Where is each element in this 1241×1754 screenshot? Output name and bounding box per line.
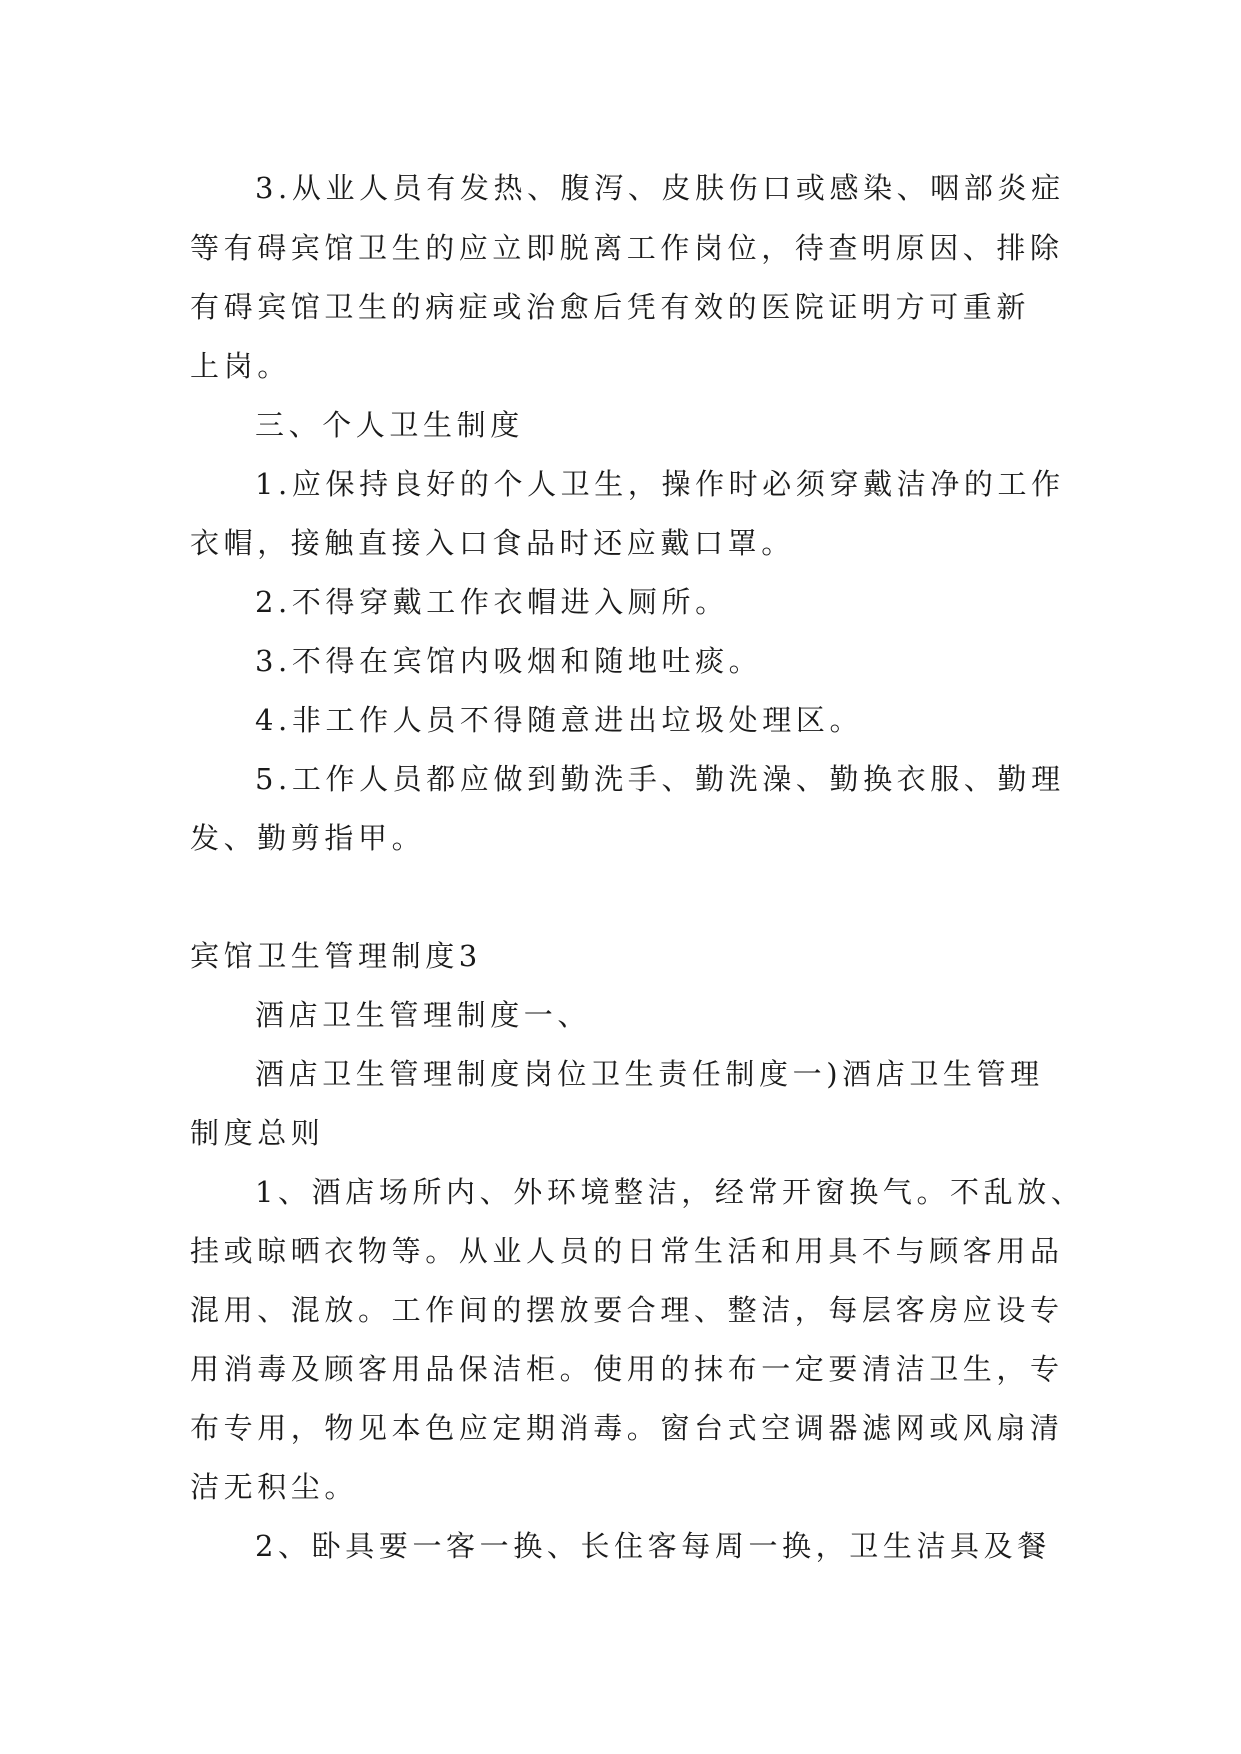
text-line: 1.应保持良好的个人卫生，操作时必须穿戴洁净的工作 [255,467,1065,501]
text-line: 2、卧具要一客一换、长住客每周一换，卫生洁具及餐 [255,1529,1051,1563]
text-line: 3.从业人员有发热、腹泻、皮肤伤口或感染、咽部炎症 [255,171,1065,205]
section-heading: 三、个人卫生制度 [255,408,524,442]
text-line: 挂或晾晒衣物等。从业人员的日常生活和用具不与顾客用品 [190,1234,1064,1268]
text-line: 布专用，物见本色应定期消毒。窗台式空调器滤网或风扇清 [190,1411,1064,1445]
section-heading: 酒店卫生管理制度一、 [255,998,592,1032]
text-line: 3.不得在宾馆内吸烟和随地吐痰。 [255,644,763,678]
document-title: 宾馆卫生管理制度3 [190,939,482,973]
text-line: 1、酒店场所内、外环境整洁，经常开窗换气。不乱放、 [255,1175,1085,1209]
text-line: 制度总则 [190,1116,325,1150]
text-line: 上岗。 [190,349,291,383]
text-line: 发、勤剪指甲。 [190,821,426,855]
text-line: 衣帽，接触直接入口食品时还应戴口罩。 [190,526,795,560]
text-line: 酒店卫生管理制度岗位卫生责任制度一)酒店卫生管理 [255,1057,1044,1091]
text-line: 混用、混放。工作间的摆放要合理、整洁，每层客房应设专 [190,1293,1064,1327]
text-line: 等有碍宾馆卫生的应立即脱离工作岗位，待查明原因、排除 [190,231,1064,265]
text-line: 有碍宾馆卫生的病症或治愈后凭有效的医院证明方可重新 [190,290,1031,324]
text-line: 用消毒及顾客用品保洁柜。使用的抹布一定要清洁卫生，专 [190,1352,1064,1386]
text-line: 5.工作人员都应做到勤洗手、勤洗澡、勤换衣服、勤理 [255,762,1065,796]
text-line: 4.非工作人员不得随意进出垃圾处理区。 [255,703,864,737]
text-line: 洁无积尘。 [190,1470,359,1504]
text-line: 2.不得穿戴工作衣帽进入厕所。 [255,585,729,619]
